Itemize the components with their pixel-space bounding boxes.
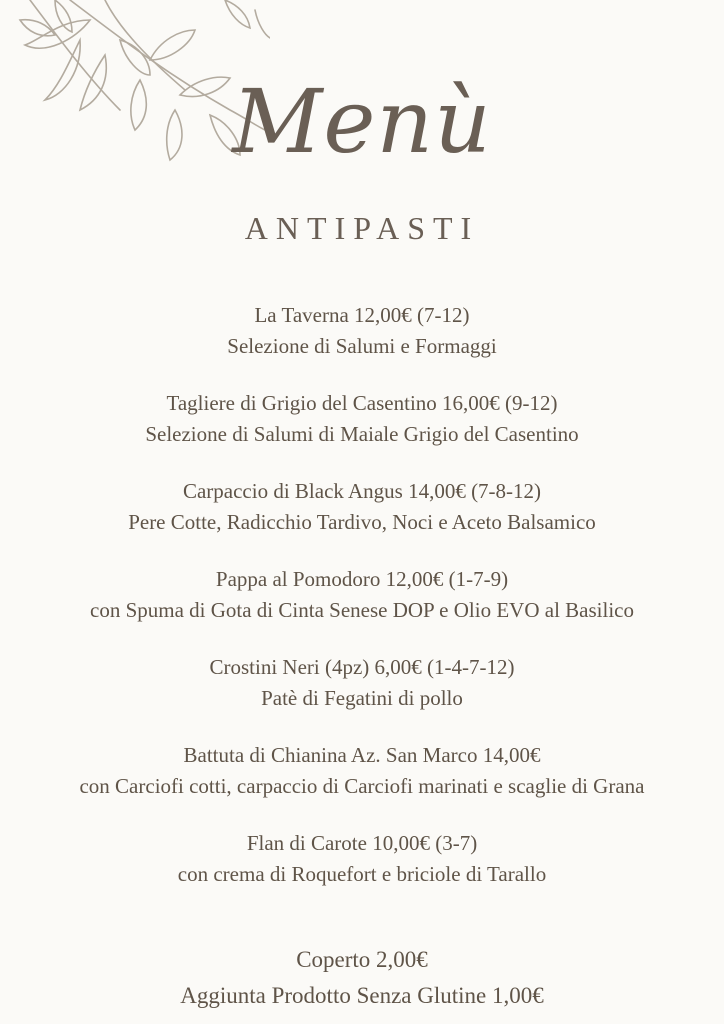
menu-item-description: con Spuma di Gota di Cinta Senese DOP e Olio EVO al Basilico <box>90 598 634 622</box>
menu-item-name: Tagliere di Grigio del Casentino 16,00€ (9-12) <box>166 391 558 415</box>
menu-items-list <box>0 300 724 916</box>
menu-item <box>0 388 724 450</box>
menu-item <box>0 828 724 890</box>
menu-item-description: con crema di Roquefort e briciole di Tarallo <box>177 862 547 886</box>
menu-item-name: Pappa al Pomodoro 12,00€ (1-7-9) <box>215 567 509 591</box>
menu-item-description: Selezione di Salumi di Maiale Grigio del Casentino <box>145 422 579 446</box>
menu-item-description: Selezione di Salumi e Formaggi <box>227 334 497 358</box>
menu-item <box>0 652 724 714</box>
menu-footer <box>0 942 724 1014</box>
menu-item-name: Flan di Carote 10,00€ (3-7) <box>246 831 478 855</box>
menu-item-description: con Carciofi cotti, carpaccio di Carciofi marinati e scaglie di Grana <box>79 774 645 798</box>
menu-item-name: Battuta di Chianina Az. San Marco 14,00€ <box>183 743 541 767</box>
menu-item-name: Carpaccio di Black Angus 14,00€ (7-8-12) <box>182 479 542 503</box>
menu-item <box>0 740 724 802</box>
menu-item <box>0 476 724 538</box>
coperto-charge: Coperto 2,00€ <box>296 947 428 972</box>
section-title: ANTIPASTI <box>244 210 480 246</box>
menu-item <box>0 300 724 362</box>
menu-title: Menù <box>232 70 492 173</box>
menu-item-name: Crostini Neri (4pz) 6,00€ (1-4-7-12) <box>209 655 515 679</box>
menu-item-description: Pere Cotte, Radicchio Tardivo, Noci e Aceto Balsamico <box>128 510 596 534</box>
menu-item <box>0 564 724 626</box>
gluten-free-surcharge: Aggiunta Prodotto Senza Glutine 1,00€ <box>180 983 544 1008</box>
menu-item-name: La Taverna 12,00€ (7-12) <box>254 303 470 327</box>
menu-item-description: Patè di Fegatini di pollo <box>261 686 463 710</box>
